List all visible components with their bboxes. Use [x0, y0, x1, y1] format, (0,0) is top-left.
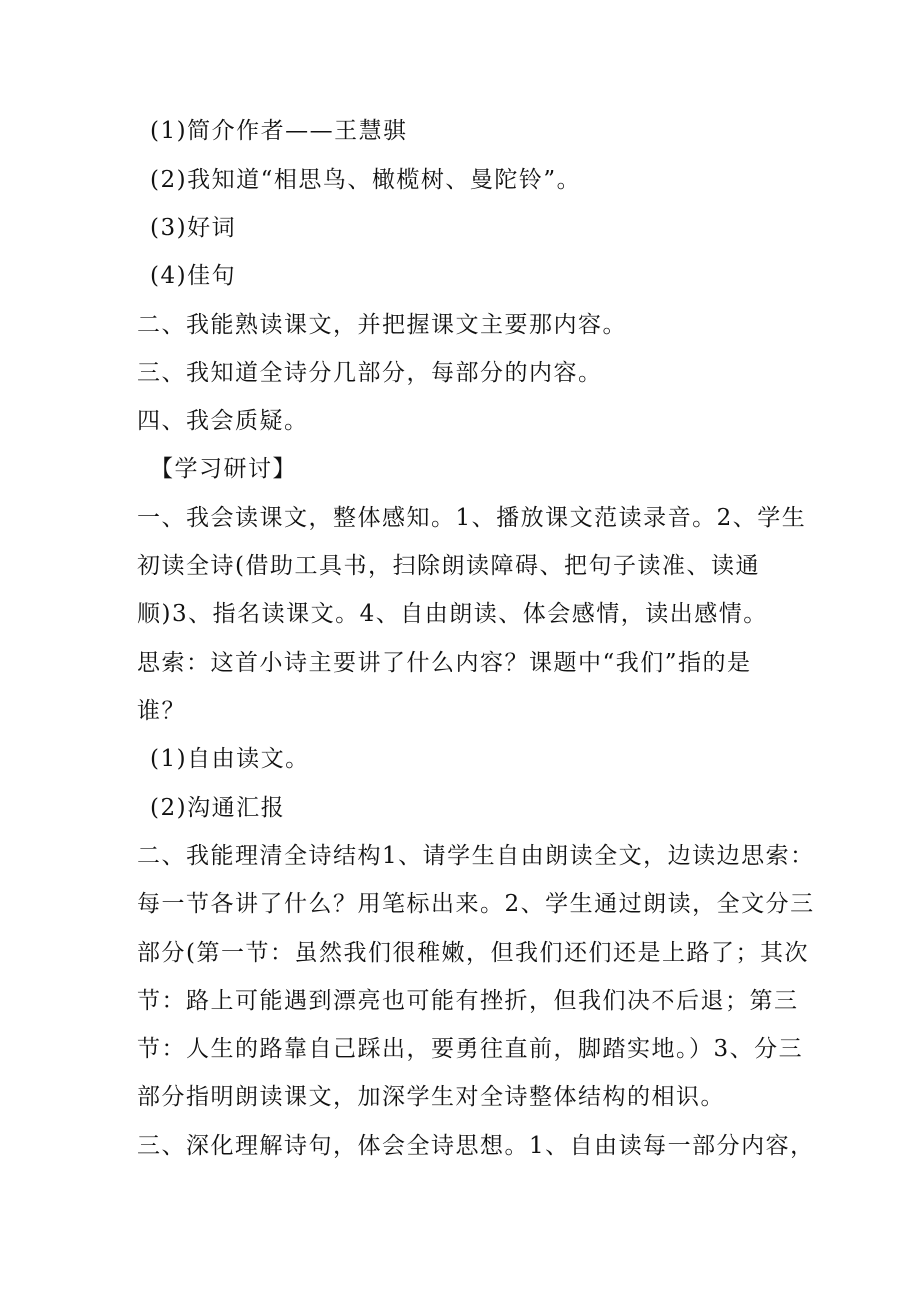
text-line-1: (1)简介作者——王慧骐 [150, 118, 408, 144]
text-line-4: (4)佳句 [150, 263, 237, 289]
text-line-12: 思索：这首小诗主要讲了什么内容？课题中“我们”指的是 [137, 650, 752, 676]
text-line-5: 二、我能熟读课文，并把握课文主要那内容。 [137, 312, 627, 338]
text-line-11: 顺)3、指名读课文。4、自由朗读、体会感情，读出感情。 [137, 601, 768, 627]
text-line-22: 三、深化理解诗句，体会全诗思想。1、自由读每一部分内容， [137, 1133, 815, 1159]
text-line-14: (1)自由读文。 [150, 746, 310, 772]
text-line-21: 部分指明朗读课文，加深学生对全诗整体结构的相识。 [137, 1084, 725, 1110]
text-line-16: 二、我能理清全诗结构1、请学生自由朗读全文，边读边思索： [137, 843, 815, 869]
text-line-18: 部分(第一节：虽然我们很稚嫩，但我们还们还是上路了；其次 [137, 940, 809, 966]
text-line-2: (2)我知道“相思鸟、橄榄树、曼陀铃”。 [150, 167, 582, 193]
text-line-10: 初读全诗(借助工具书，扫除朗读障碍、把句子读准、读通 [137, 553, 760, 579]
text-line-20: 节：人生的路靠自己踩出，要勇往直前，脚踏实地。）3、分三 [137, 1036, 804, 1062]
text-line-17: 每一节各讲了什么？用笔标出来。2、学生通过朗读，全文分三 [137, 891, 815, 917]
text-line-15: (2)沟通汇报 [150, 795, 286, 821]
text-line-19: 节：路上可能遇到漂亮也可能有挫折，但我们决不后退；第三 [137, 988, 799, 1014]
text-line-6: 三、我知道全诗分几部分，每部分的内容。 [137, 360, 603, 386]
text-line-9: 一、我会读课文，整体感知。1、播放课文范读录音。2、学生 [137, 505, 807, 531]
text-line-13: 谁？ [137, 698, 186, 724]
text-line-3: (3)好词 [150, 215, 237, 241]
text-line-7: 四、我会质疑。 [137, 408, 309, 434]
section-heading: 【学习研讨】 [150, 456, 297, 482]
